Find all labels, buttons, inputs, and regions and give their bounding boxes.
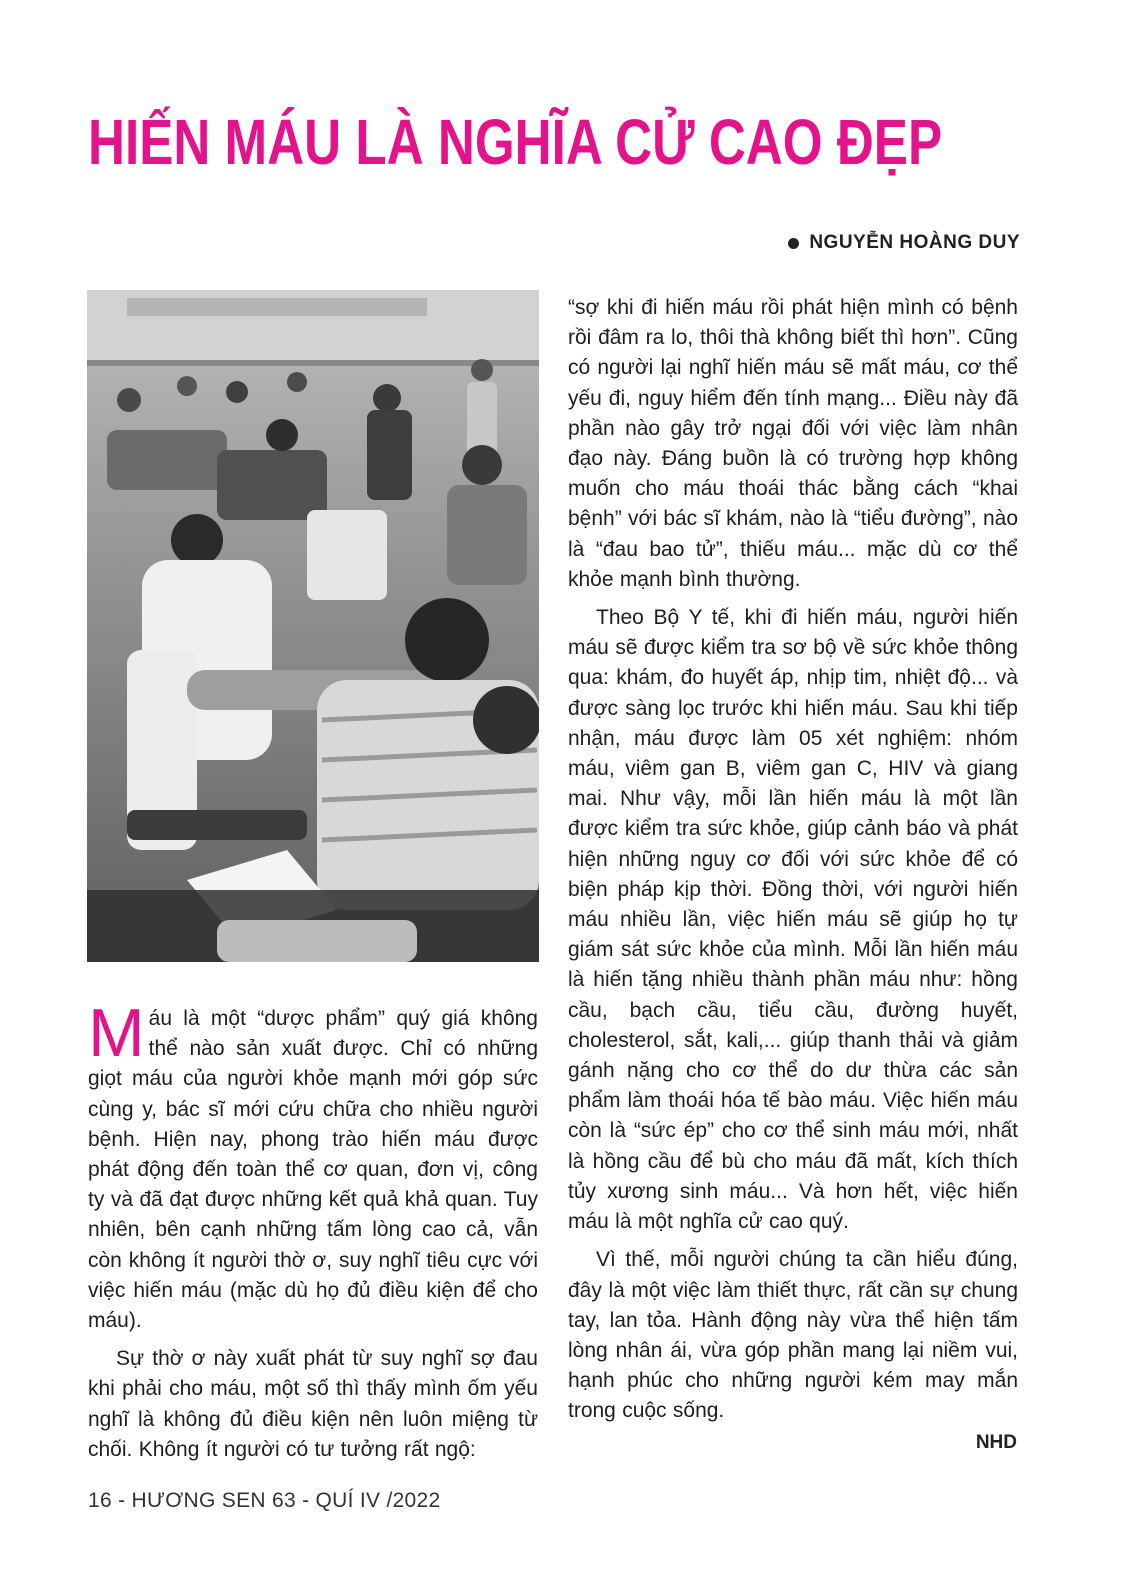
drop-cap: M	[88, 995, 145, 1071]
byline	[788, 232, 1020, 254]
article-title: HIẾN MÁU LÀ NGHĨA CỬ CAO ĐẸP	[88, 106, 943, 178]
intro-text: áu là một “dược phẩm” quý giá không thể nào sản xuất được. Chỉ có những giọt máu của người khỏe mạnh mới góp sức cùng y, bác sĩ mới cứu chữa cho nhiều người bệnh. Hiện nay, phong trào hiến máu được phát động đến toàn thể cơ quan, đơn vị, công ty và đã đạt được những kết quả khả quan. Tuy nhiên, bên cạnh những tấm lòng cao cả, vẫn còn không ít người thờ ơ, suy nghĩ tiêu cực với việc hiến máu (mặc dù họ đủ điều kiện để cho máu).	[88, 1007, 538, 1333]
blood-donation-photo-icon	[87, 290, 539, 962]
paragraph-intro	[88, 995, 538, 1336]
paragraph: Vì thế, mỗi người chúng ta cần hiểu đúng, đây là một việc làm thiết thực, rất cần sự chung tay, lan tỏa. Hành động này vừa thể hiện tấm lòng nhân ái, vừa góp phần mang lại niềm vui, hạnh phúc cho những người kém may mắn trong cuộc sống.	[568, 1248, 1018, 1423]
author-signoff: NHD	[975, 1432, 1017, 1453]
article-photo	[87, 290, 539, 962]
bullet-dot-icon	[788, 238, 799, 249]
author-name: NGUYỄN HOÀNG DUY	[809, 232, 1020, 253]
article-column-left	[88, 995, 538, 1465]
paragraph: “sợ khi đi hiến máu rồi phát hiện mình có bệnh rồi đâm ra lo, thôi thà không biết thì hơn”. Cũng có người lại nghĩ hiến máu sẽ mất máu, cơ thể yếu đi, nguy hiểm đến tính mạng... Điều này đã phần nào gây trở ngại đối với việc làm nhân đạo này. Đáng buồn là có trường hợp không muốn cho máu thoái thác bằng cách “khai bệnh” với bác sĩ khám, nào là “tiểu đường”, nào là “đau bao tử”, thiếu máu... mặc dù cơ thể khỏe mạnh bình thường.	[568, 296, 1019, 591]
page-footer: 16 - HƯƠNG SEN 63 - QUÍ IV /2022	[88, 1489, 441, 1512]
article-column-right	[568, 293, 1018, 1427]
paragraph: Sự thờ ơ này xuất phát từ suy nghĩ sợ đau khi phải cho máu, một số thì thấy mình ốm yếu nghĩ là không đủ điều kiện nên luôn miệng từ chối. Không ít người có tư tưởng rất ngộ:	[88, 1347, 538, 1461]
paragraph: Theo Bộ Y tế, khi đi hiến máu, người hiến máu sẽ được kiểm tra sơ bộ về sức khỏe thông qua: khám, đo huyết áp, nhịp tim, nhiệt độ... và được sàng lọc trước khi hiến máu. Sau khi tiếp nhận, máu được làm 05 xét nghiệm: nhóm máu, viêm gan B, viêm gan C, HIV và giang mai. Như vậy, mỗi lần hiến máu là một lần được kiểm tra sức khỏe, giúp cảnh báo và phát hiện những nguy cơ đối với sức khỏe để có biện pháp kịp thời. Đồng thời, với người hiến máu nhiều lần, việc hiến máu sẽ giúp họ tự giám sát sức khỏe của mình. Mỗi lần hiến máu là hiến tặng nhiều thành phần máu như: hồng cầu, bạch cầu, tiểu cầu, đường huyết, cholesterol, sắt, kali,... giúp thanh thải và giảm gánh nặng cho cơ thể do dư thừa các sản phẩm làm thoái hóa tế bào máu. Việc hiến máu còn là “sức ép” cho cơ thể sinh máu mới, nhất là hồng cầu để bù cho máu đã mất, kích thích tủy xương sinh máu... Và hơn hết, việc hiến máu là một nghĩa cử cao quý.	[568, 606, 1018, 1234]
